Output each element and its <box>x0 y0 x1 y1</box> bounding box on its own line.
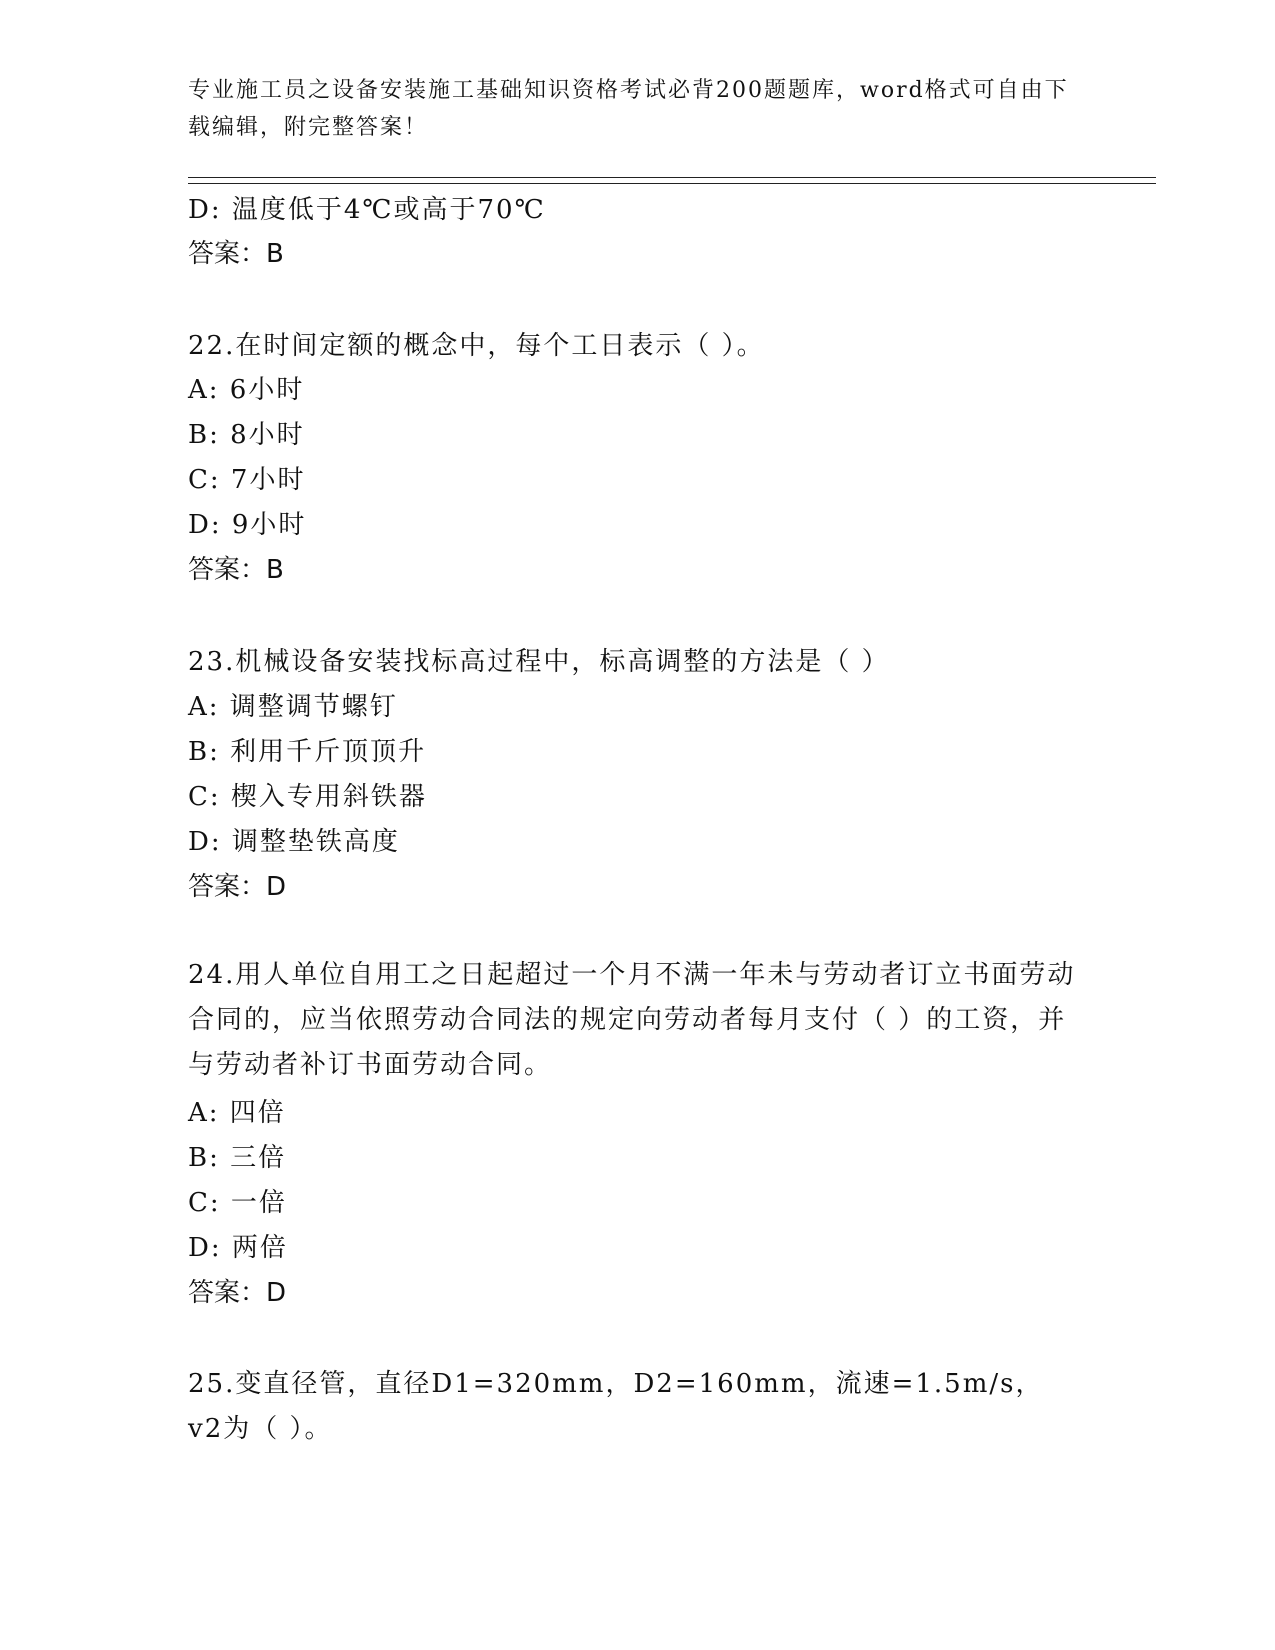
q24-answer: 答案：D <box>188 1278 287 1308</box>
q23-option-d: D: 调整垫铁高度 <box>188 827 400 857</box>
q23-answer: 答案：D <box>188 872 287 902</box>
q23-option-b: B: 利用千斤顶顶升 <box>188 737 427 767</box>
header-divider-top <box>188 177 1156 178</box>
q22-option-c: C: 7小时 <box>188 465 306 495</box>
q24-question: 24.用人单位自用工之日起超过一个月不满一年未与劳动者订立书面劳动合同的，应当依照劳动合同法的规定向劳动者每月支付（ ）的工资，并与劳动者补订书面劳动合同。 <box>188 960 1076 1080</box>
q24-option-c: C: 一倍 <box>188 1188 287 1218</box>
q22-answer: 答案：B <box>188 555 284 585</box>
q23-question: 23.机械设备安装找标高过程中，标高调整的方法是（ ） <box>188 647 890 677</box>
q25-question: 25.变直径管，直径D1=320mm，D2=160mm，流速=1.5m/s，v2为（ ）。 <box>188 1369 1044 1444</box>
q24-option-d: D: 两倍 <box>188 1233 288 1263</box>
q22-option-b: B: 8小时 <box>188 420 305 450</box>
q24-option-b: B: 三倍 <box>188 1143 287 1173</box>
q22-option-d: D: 9小时 <box>188 510 307 540</box>
q23-option-c: C: 楔入专用斜铁器 <box>188 782 427 812</box>
q22-option-a: A: 6小时 <box>188 375 305 405</box>
q22-question: 22.在时间定额的概念中，每个工日表示（ ）。 <box>188 331 765 361</box>
q21-option-d: D: 温度低于4℃或高于70℃ <box>188 195 546 225</box>
q23-option-a: A: 调整调节螺钉 <box>188 692 398 722</box>
q21-answer: 答案：B <box>188 239 284 269</box>
page-header: 专业施工员之设备安装施工基础知识资格考试必背200题题库，word格式可自由下载编辑，附完整答案！ <box>188 78 1069 140</box>
header-divider-bottom <box>188 183 1156 184</box>
q24-option-a: A: 四倍 <box>188 1098 286 1128</box>
